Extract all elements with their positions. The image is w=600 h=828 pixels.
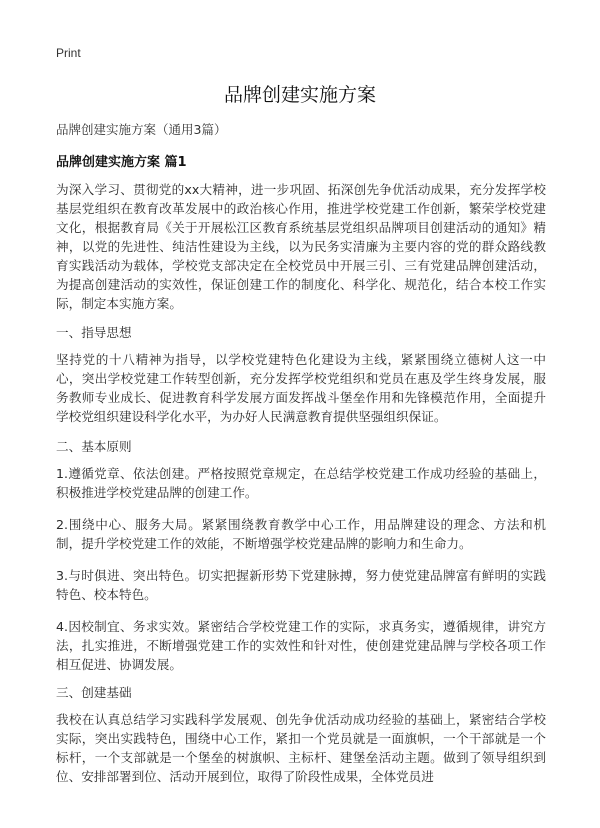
document-subtitle: 品牌创建实施方案（通用3篇） bbox=[56, 122, 227, 137]
paragraph-creation-basis: 我校在认真总结学习实践科学发展观、创先争优活动成功经验的基础上，紧密结合学校实际，突出实践特色，围绕中心工作，紧扣一个党员就是一面旗帜，一个干部就是一个标杆，一个支部就是一个堡垒的树旗帜、主标杆、建堡垒活动主题。做到了领导组织到位、安排部署到位、活动开展到位，取得了阶段性成果，全体党员进 bbox=[56, 712, 546, 784]
page-title: 品牌创建实施方案 bbox=[223, 84, 376, 106]
paragraph-guiding-ideology: 坚持党的十八精神为指导，以学校党建特色化建设为主线，紧紧围绕立德树人这一中心，突出学校党建工作转型创新，充分发挥学校党组织和党员在惠及学生终身发展，服务教师专业成长、促进教育科学发展方面发挥战斗堡垒作用和先锋模范作用，全面提升学校党组织建设科学化水平，为办好人民满意教育提供坚强组织保证。 bbox=[56, 352, 546, 424]
heading-guiding-ideology: 一、指导思想 bbox=[56, 325, 132, 340]
principle-item: 1.遵循党章、依法创建。严格按照党章规定，在总结学校党建工作成功经验的基础上，积极推进学校党建品牌的创建工作。 bbox=[56, 466, 546, 500]
principle-item: 2.围绕中心、服务大局。紧紧围绕教育教学中心工作，用品牌建设的理念、方法和机制，提升学校党建工作的效能，不断增强学校党建品牌的影响力和生命力。 bbox=[56, 517, 546, 551]
heading-basic-principles: 二、基本原则 bbox=[56, 439, 132, 454]
principle-item: 3.与时俱进、突出特色。切实把握新形势下党建脉搏，努力使党建品牌富有鲜明的实践特色、校本特色。 bbox=[56, 568, 546, 602]
print-link[interactable]: Print bbox=[56, 46, 81, 60]
principle-item: 4.因校制宜、务求实效。紧密结合学校党建工作的实际，求真务实，遵循规律，讲究方法，扎实推进，不断增强党建工作的实效性和针对性，使创建党建品牌与学校各项工作相互促进、协调发展。 bbox=[56, 619, 546, 672]
section-title: 品牌创建实施方案 篇1 bbox=[56, 155, 187, 170]
heading-creation-basis: 三、创建基础 bbox=[56, 685, 132, 700]
intro-paragraph: 为深入学习、贯彻党的xx大精神，进一步巩固、拓深创先争优活动成果，充分发挥学校基层党组织在教育改革发展中的政治核心作用，推进学校党建工作创新，繁荣学校党建文化，根据教育局《关于开展松江区教育系统基层党组织品牌项目创建活动的通知》精神，以党的先进性、纯洁性建设为主线，以为民务实清廉为主要内容的党的群众路线教育实践活动为载体，学校党支部决定在全校党员中开展三引、三有党建品牌创建活动，为提高创建活动的实效性，保证创建工作的制度化、科学化、规范化，结合本校工作实际，制定本实施方案。 bbox=[56, 182, 546, 311]
